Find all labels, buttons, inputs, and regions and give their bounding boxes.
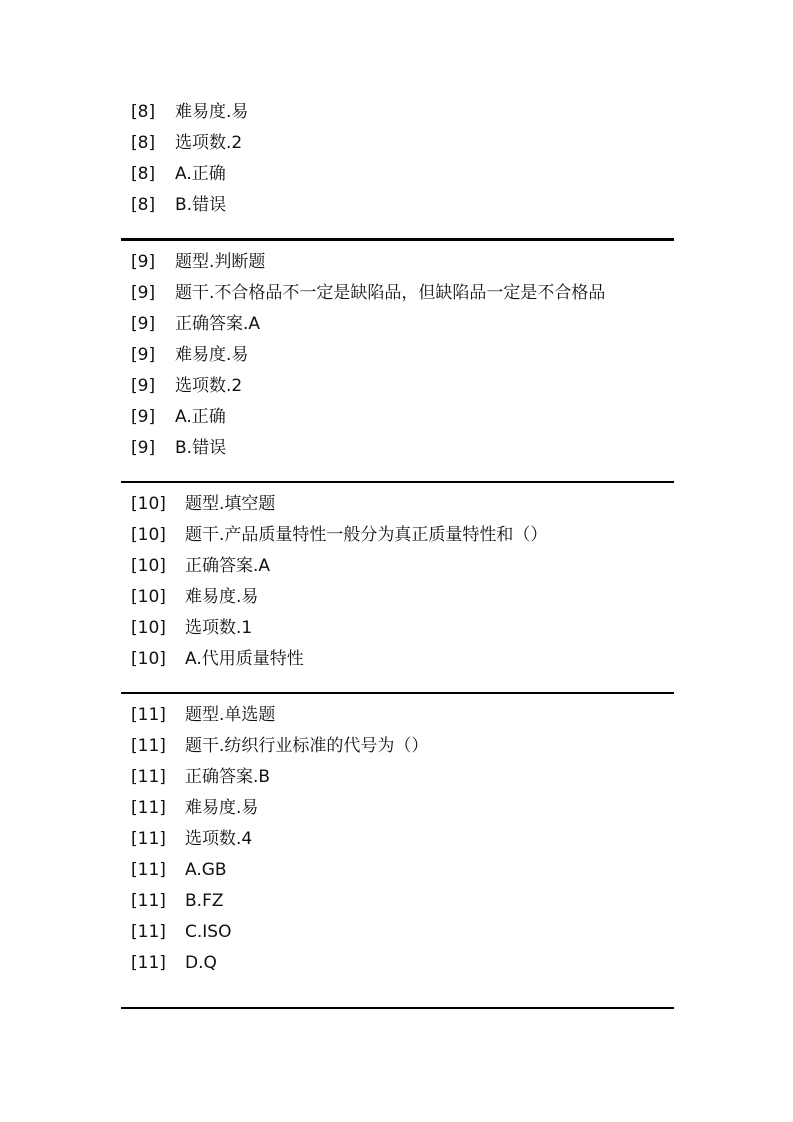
question-number: [9]	[131, 376, 156, 396]
question-number: [8]	[131, 102, 156, 122]
document-page	[121, 97, 674, 1009]
question-field: 难易度.易	[185, 798, 259, 818]
question-number: [10]	[131, 556, 166, 576]
question-line	[121, 551, 674, 582]
question-line	[121, 824, 674, 855]
question-field: C.ISO	[185, 922, 232, 942]
question-field: A.正确	[175, 407, 226, 427]
question-number: [11]	[131, 953, 166, 973]
question-field: 选项数.1	[185, 618, 253, 638]
question-number: [9]	[131, 252, 156, 272]
question-line	[121, 190, 674, 221]
question-number: [8]	[131, 164, 156, 184]
question-line	[121, 613, 674, 644]
question-number: [10]	[131, 649, 166, 669]
question-field: A.代用质量特性	[185, 649, 304, 669]
question-number: [10]	[131, 525, 166, 545]
question-line	[121, 97, 674, 128]
question-field: B.FZ	[185, 891, 224, 911]
question-number: [11]	[131, 767, 166, 787]
question-number: [10]	[131, 618, 166, 638]
question-field: 题干.纺织行业标准的代号为（）	[185, 736, 429, 756]
question-line	[121, 762, 674, 793]
question-number: [9]	[131, 314, 156, 334]
question-line	[121, 433, 674, 464]
question-number: [9]	[131, 407, 156, 427]
question-number: [11]	[131, 922, 166, 942]
question-field: 难易度.易	[175, 102, 249, 122]
question-line	[121, 700, 674, 731]
question-line	[121, 520, 674, 551]
question-field: A.正确	[175, 164, 226, 184]
question-field: 正确答案.B	[185, 767, 271, 787]
question-block-10	[121, 489, 674, 675]
question-line	[121, 917, 674, 948]
question-number: [11]	[131, 798, 166, 818]
question-block-8	[121, 97, 674, 221]
question-number: [11]	[131, 736, 166, 756]
question-number: [10]	[131, 587, 166, 607]
question-field: 题干.产品质量特性一般分为真正质量特性和（）	[185, 525, 548, 545]
question-field: B.错误	[175, 438, 227, 458]
question-line	[121, 340, 674, 371]
separator-rule	[121, 1007, 674, 1009]
question-number: [9]	[131, 283, 156, 303]
question-field: 正确答案.A	[185, 556, 271, 576]
question-line	[121, 402, 674, 433]
question-line	[121, 731, 674, 762]
question-line	[121, 793, 674, 824]
question-number: [8]	[131, 195, 156, 215]
question-number: [11]	[131, 891, 166, 911]
question-number: [11]	[131, 829, 166, 849]
question-field: 题型.判断题	[175, 252, 266, 272]
question-line	[121, 309, 674, 340]
question-field: 正确答案.A	[175, 314, 261, 334]
question-block-9	[121, 247, 674, 464]
question-line	[121, 159, 674, 190]
question-line	[121, 948, 674, 979]
question-number: [9]	[131, 438, 156, 458]
question-number: [11]	[131, 860, 166, 880]
question-line	[121, 371, 674, 402]
question-line	[121, 278, 674, 309]
question-number: [10]	[131, 494, 166, 514]
question-number: [11]	[131, 705, 166, 725]
question-number: [8]	[131, 133, 156, 153]
question-field: 难易度.易	[175, 345, 249, 365]
question-block-11	[121, 700, 674, 979]
question-field: 题型.填空题	[185, 494, 276, 514]
question-field: 选项数.4	[185, 829, 253, 849]
question-line	[121, 886, 674, 917]
question-field: D.Q	[185, 953, 217, 973]
question-field: 题干.不合格品不一定是缺陷品，但缺陷品一定是不合格品	[175, 283, 606, 303]
question-line	[121, 855, 674, 886]
question-number: [9]	[131, 345, 156, 365]
question-field: A.GB	[185, 860, 227, 880]
question-field: 选项数.2	[175, 133, 243, 153]
question-line	[121, 489, 674, 520]
question-line	[121, 247, 674, 278]
question-line	[121, 128, 674, 159]
question-field: B.错误	[175, 195, 227, 215]
question-field: 题型.单选题	[185, 705, 276, 725]
question-field: 选项数.2	[175, 376, 243, 396]
question-field: 难易度.易	[185, 587, 259, 607]
question-line	[121, 582, 674, 613]
question-line	[121, 644, 674, 675]
